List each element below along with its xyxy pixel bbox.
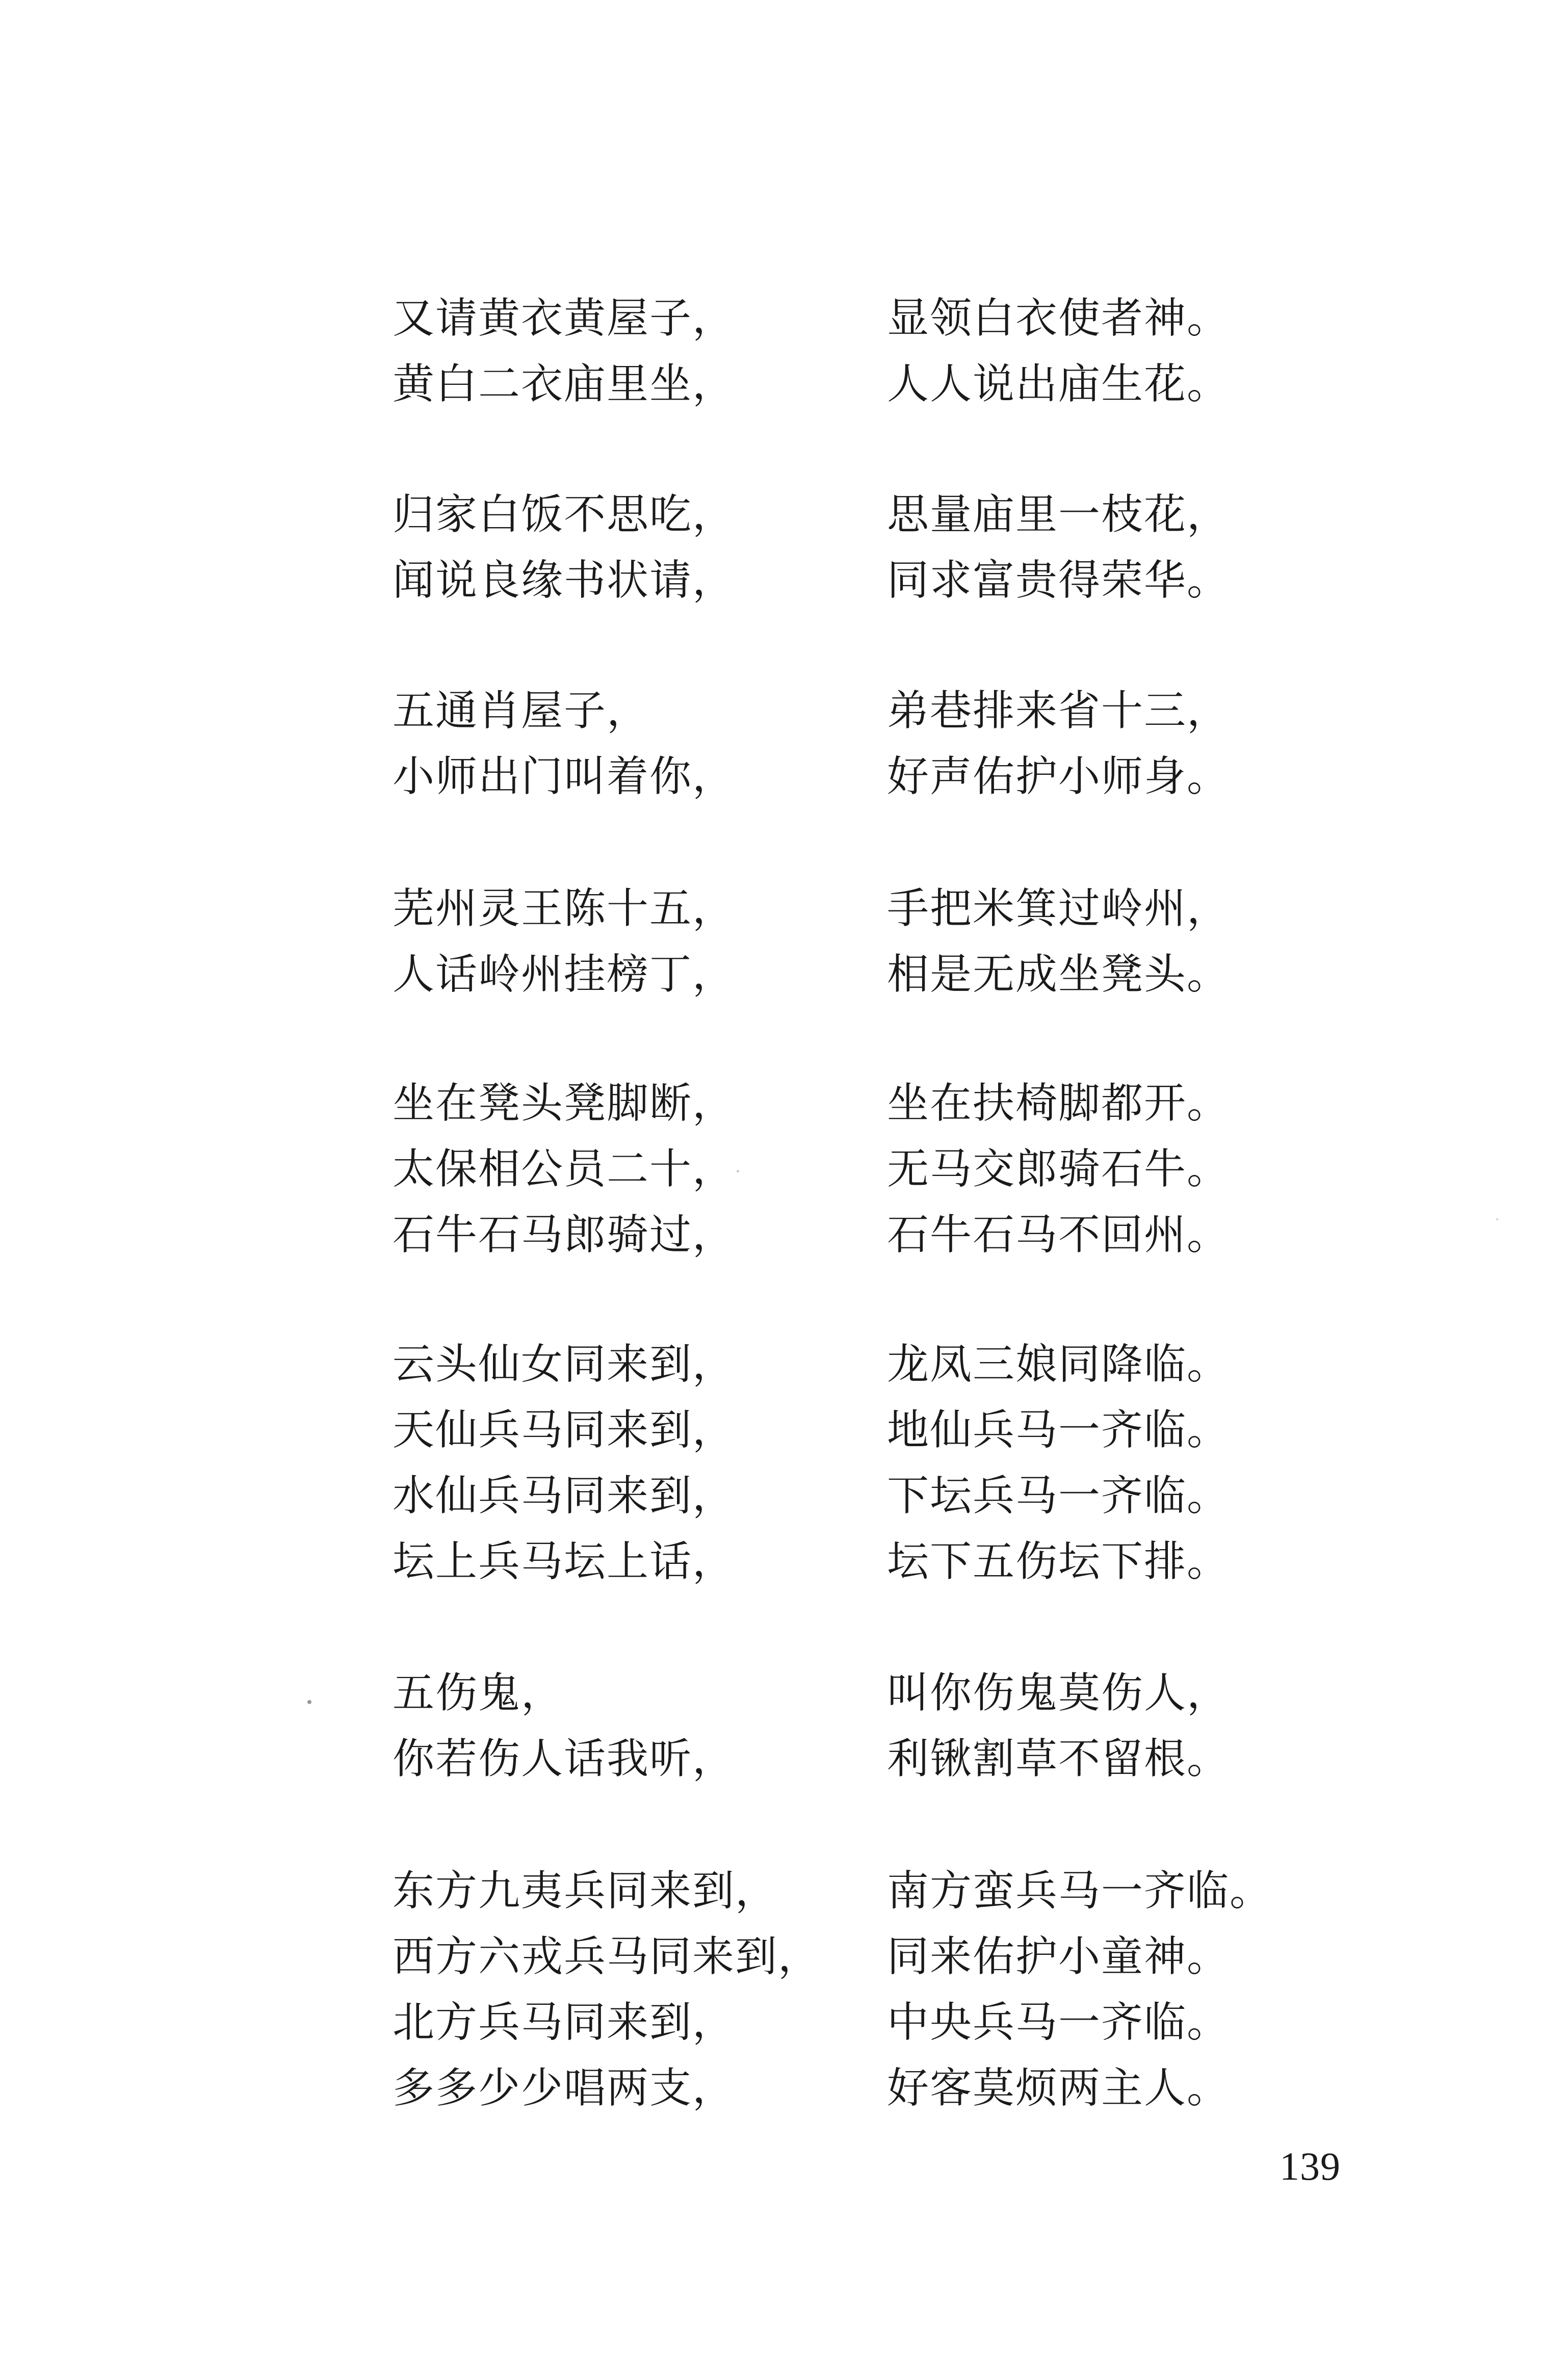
verse-line [393,1529,1361,1594]
verse-left: 多多少少唱两支， [393,2064,736,2112]
verse-left: 坛上兵马坛上话， [393,1537,736,1586]
verse-right: 无马交郎骑石牛。 [887,1145,1230,1193]
verse-line [393,941,1361,1007]
scan-speck [307,1700,311,1704]
verse-right: 坛下五伤坛下排。 [887,1537,1230,1586]
verse-line [393,482,1361,547]
stanza [393,876,1361,1007]
verse-line [393,1463,1361,1529]
verse-line [393,1924,1361,1990]
verse-left: 闻说良缘书状请， [393,556,736,605]
verse-line [393,2055,1361,2121]
verse-right: 利锹割草不留根。 [887,1735,1230,1783]
verse-line [393,1331,1361,1397]
verse-left: 云头仙女同来到， [393,1340,736,1389]
verse-right: 弟巷排来省十三， [887,687,1230,735]
verse-left: 又请黄衣黄屋子， [393,294,736,343]
verse-right: 龙凤三娘同降临。 [887,1340,1230,1389]
verse-line [393,547,1361,613]
verse-left: 你若伤人话我听， [393,1735,736,1783]
verse-left: 小师出门叫着你， [393,752,736,801]
verse-left: 太保相公员二十， [393,1145,736,1193]
verse-line [393,1397,1361,1463]
verse-right: 人人说出庙生花。 [887,360,1230,408]
verse-line [393,1726,1361,1792]
verse-left: 天仙兵马同来到， [393,1406,736,1454]
stanza [393,678,1361,809]
verse-left: 芜州灵王陈十五， [393,884,736,933]
verse-line [393,1660,1361,1726]
stanza [393,1660,1361,1792]
verse-left: 黄白二衣庙里坐， [393,360,736,408]
verse-left: 五通肖屋子， [393,687,650,735]
stanza [393,1858,1361,2121]
verse-line [393,1136,1361,1202]
stanza [393,1331,1361,1594]
verse-line [393,876,1361,941]
verse-left: 水仙兵马同来到， [393,1472,736,1520]
verse-line [393,678,1361,744]
verse-right: 石牛石马不回州。 [887,1211,1230,1259]
verse-line [393,285,1361,351]
stanza [393,482,1361,613]
verse-line [393,1202,1361,1268]
verse-right: 下坛兵马一齐临。 [887,1472,1230,1520]
scan-speck [1496,1218,1498,1220]
verse-right: 南方蛮兵马一齐临。 [887,1867,1273,1915]
verse-right: 中央兵马一齐临。 [887,1998,1230,2047]
verse-right: 同来佑护小童神。 [887,1932,1230,1981]
verse-right: 同求富贵得荣华。 [887,556,1230,605]
verse-left: 人话岭州挂榜丁， [393,950,736,999]
verse-right: 地仙兵马一齐临。 [887,1406,1230,1454]
stanza [393,1070,1361,1268]
verse-line [393,744,1361,809]
verse-right: 思量庙里一枝花， [887,490,1230,539]
scan-speck [737,1170,739,1172]
verse-line [393,351,1361,417]
verse-left: 五伤鬼， [393,1669,564,1717]
verse-left: 归家白饭不思吃， [393,490,736,539]
verse-line [393,1070,1361,1136]
verse-right: 叫你伤鬼莫伤人， [887,1669,1230,1717]
verse-left: 石牛石马郎骑过， [393,1211,736,1259]
verse-right: 相是无成坐凳头。 [887,950,1230,999]
verse-line [393,1990,1361,2055]
page-number: 139 [1280,2144,1341,2188]
verse-right: 好声佑护小师身。 [887,752,1230,801]
verse-right: 好客莫烦两主人。 [887,2064,1230,2112]
stanza [393,285,1361,417]
verse-right: 显领白衣使者神。 [887,294,1230,343]
verse-left: 东方九夷兵同来到， [393,1867,778,1915]
verse-right: 坐在扶椅脚都开。 [887,1079,1230,1128]
verse-left: 北方兵马同来到， [393,1998,736,2047]
verse-line [393,1858,1361,1924]
verse-left: 西方六戎兵马同来到， [393,1932,821,1981]
verse-left: 坐在凳头凳脚断， [393,1079,736,1128]
verse-right: 手把米箕过岭州， [887,884,1230,933]
